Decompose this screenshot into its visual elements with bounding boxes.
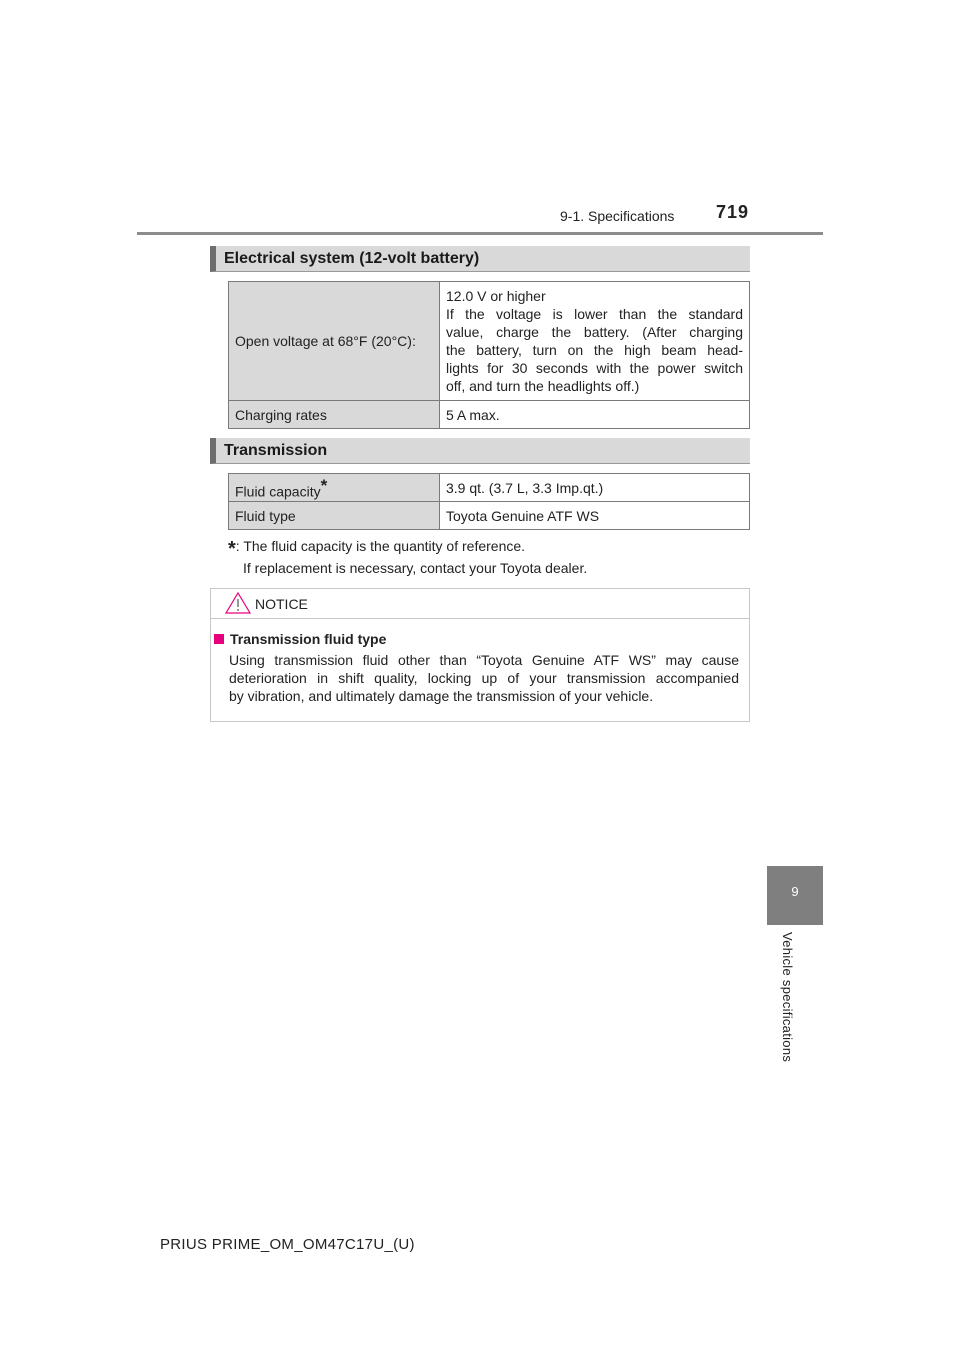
transmission-section-title: Transmission: [224, 442, 328, 459]
spec-value-line: off, and turn the headlights off.): [446, 378, 640, 394]
footnote-line: : The fluid capacity is the quantity of reference.: [235, 538, 526, 554]
electrical-spec-table: [228, 281, 750, 429]
spec-value: 3.9 qt. (3.7 L, 3.3 Imp.qt.): [440, 474, 750, 502]
notice-line: Using transmission fluid other than “Toyota Genuine ATF WS” may cause: [229, 652, 739, 668]
table-row: [229, 474, 750, 502]
footnote: [228, 537, 587, 578]
section-title: 9-1. Specifications: [560, 208, 675, 224]
spec-value-line: If the voltage is lower than the standard: [446, 306, 743, 322]
bullet-square-icon: [214, 634, 224, 644]
electrical-section-title: Electrical system (12-volt battery): [224, 250, 480, 267]
document-footer: PRIUS PRIME_OM_OM47C17U_(U): [160, 1236, 415, 1253]
transmission-spec-table: [228, 473, 750, 530]
notice-line: by vibration, and ultimately damage the transmission of your vehicle.: [229, 688, 654, 704]
spec-value-line: lights for 30 seconds with the power switch: [446, 360, 743, 376]
notice-heading: NOTICE: [255, 596, 308, 612]
warning-triangle-icon: [225, 592, 251, 614]
notice-header: [211, 589, 749, 619]
notice-box: [210, 588, 750, 722]
spec-value-line: value, charge the battery. (After charging: [446, 324, 743, 340]
notice-line: deterioration in shift quality, locking up of your transmission accompanied: [229, 670, 739, 686]
spec-label: [229, 474, 440, 502]
spec-label: Open voltage at 68°F (20°C):: [229, 282, 440, 401]
spec-label-text: Fluid capacity: [235, 483, 321, 500]
spec-label: Fluid type: [229, 502, 440, 530]
chapter-tab: [767, 866, 823, 925]
footnote-mark: *: [228, 538, 236, 560]
spec-value-line: the battery, turn on the high beam head-: [446, 342, 743, 358]
electrical-section-heading: [210, 246, 750, 272]
table-row: [229, 282, 750, 401]
spec-value: Toyota Genuine ATF WS: [440, 502, 750, 530]
chapter-number: 9: [791, 884, 799, 899]
notice-title-text: Transmission fluid type: [230, 631, 387, 647]
spec-value-line: 12.0 V or higher: [446, 288, 546, 304]
spec-value: [440, 282, 750, 401]
spec-label: Charging rates: [229, 401, 440, 429]
spec-value: 5 A max.: [440, 401, 750, 429]
notice-body: [229, 651, 739, 705]
footnote-line: If replacement is necessary, contact your Toyota dealer.: [243, 560, 588, 576]
table-row: [229, 502, 750, 530]
table-row: [229, 401, 750, 429]
notice-title: [214, 631, 386, 647]
page-number: 719: [716, 202, 750, 222]
chapter-label: Vehicle specifications: [780, 932, 795, 1063]
transmission-section-heading: [210, 438, 750, 464]
header-rule: [137, 232, 823, 235]
footnote-mark: *: [320, 475, 328, 495]
